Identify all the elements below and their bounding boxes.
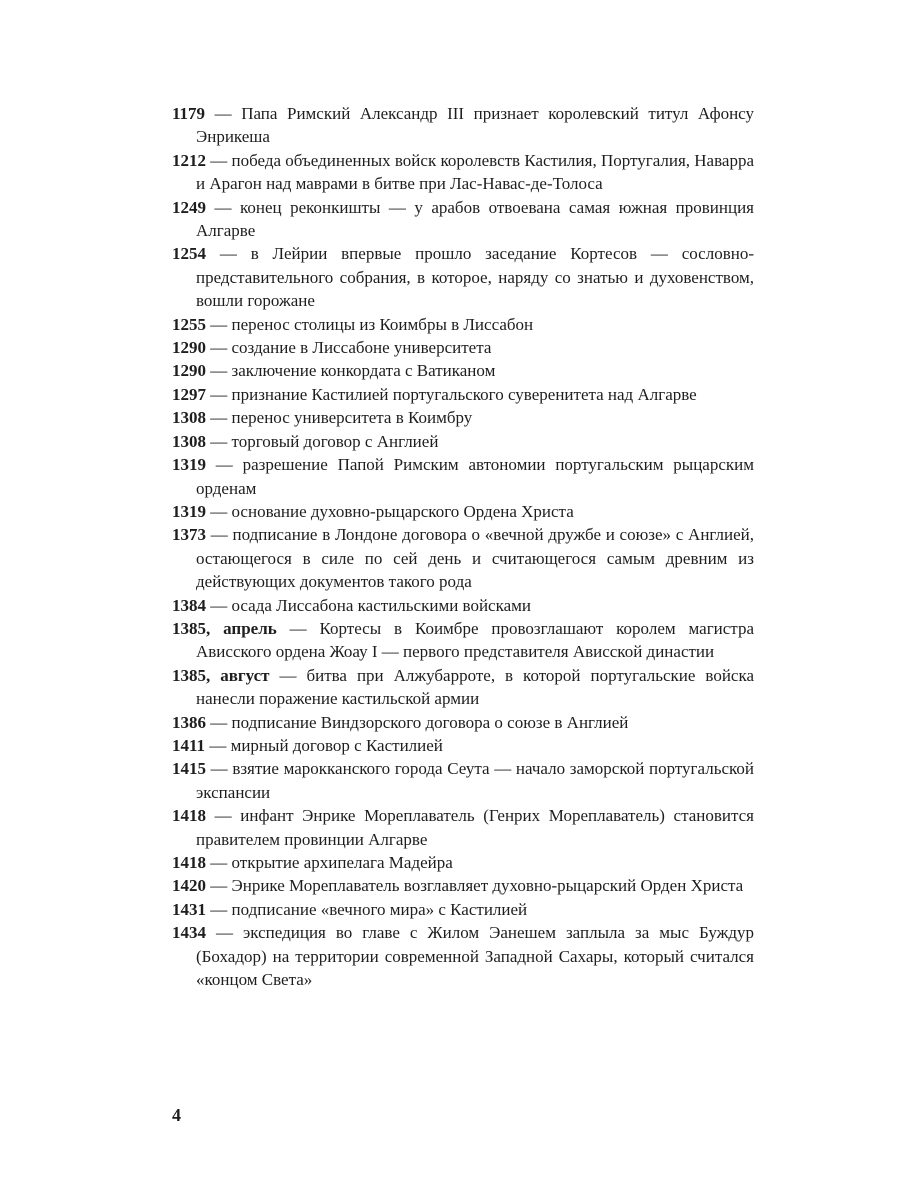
timeline-entry <box>172 898 754 921</box>
entry-separator: — <box>205 735 231 755</box>
entry-text: торговый договор с Англией <box>231 431 439 451</box>
entry-date: 1290 <box>172 338 206 358</box>
entry-text: заключение конкордата с Ватиканом <box>231 361 496 381</box>
entry-text: признание Кастилией португальского суверенитета над Алгарве <box>231 384 697 404</box>
timeline-entry <box>172 500 754 523</box>
entry-date: 1319 <box>172 455 206 475</box>
timeline-entry <box>172 196 754 243</box>
entry-separator: — <box>206 525 233 545</box>
entry-separator: — <box>206 712 232 732</box>
entry-date: 1411 <box>172 735 206 755</box>
timeline-entry <box>172 734 754 757</box>
entry-separator: — <box>206 876 232 896</box>
entry-separator: — <box>206 853 232 872</box>
timeline-entry <box>172 336 754 359</box>
timeline-entry <box>172 242 754 312</box>
entry-separator: — <box>205 104 242 123</box>
entry-date: 1420 <box>172 876 206 896</box>
entry-text: битва при Алжубарроте, в которой португальские войска нанесли поражение кастильской армии <box>196 665 755 709</box>
entry-separator: — <box>206 150 232 170</box>
entry-text: Кортесы в Коимбре провозглашают королем магистра Ависского ордена Жоау I — первого представителя Ависской династии <box>196 618 754 662</box>
entry-text: перенос столицы из Коимбры в Лиссабон <box>231 314 534 334</box>
entry-text: открытие архипелага Мадейра <box>231 853 453 872</box>
timeline-entry <box>172 406 754 429</box>
entry-date: 1418 <box>172 806 206 826</box>
entry-separator: — <box>206 361 232 381</box>
entry-date: 1255 <box>172 314 206 334</box>
timeline-entry <box>172 523 754 593</box>
entry-text: взятие марокканского города Сеута — начало заморской португальской экспансии <box>196 759 754 802</box>
entry-date: 1308 <box>172 431 206 451</box>
timeline-entry <box>172 102 754 149</box>
entry-separator: — <box>206 384 232 404</box>
entry-text: основание духовно-рыцарского Ордена Христа <box>231 501 574 521</box>
timeline-entry <box>172 617 754 664</box>
timeline-entry <box>172 430 754 453</box>
entry-separator: — <box>206 338 232 358</box>
entry-text: победа объединенных войск королевств Кастилия, Португалия, Наварра и Арагон над маврами в битве при Лас-Навас-де-Толоса <box>196 150 755 194</box>
entry-text: в Лейрии впервые прошло заседание Кортесов — сословно-представительного собрания, в которое, наряду со знатью и духовенством, вошли горожане <box>196 244 754 311</box>
entry-text: перенос университета в Коимбру <box>231 408 473 428</box>
entry-text: Энрике Мореплаватель возглавляет духовно-рыцарский Орден Христа <box>231 876 744 896</box>
entry-separator: — <box>269 665 307 685</box>
timeline-entry <box>172 804 754 851</box>
entry-text: конец реконкишты — у арабов отвоевана самая южная провинция Алгарве <box>196 197 754 241</box>
entry-date: 1254 <box>172 244 206 264</box>
entry-text: осада Лиссабона кастильскими войсками <box>231 595 532 615</box>
entry-text: разрешение Папой Римским автономии португальским рыцарским орденам <box>196 455 754 498</box>
entry-separator: — <box>206 899 232 919</box>
entry-separator: — <box>206 455 243 475</box>
entry-separator: — <box>206 314 232 334</box>
entry-separator: — <box>206 197 240 217</box>
entry-text: подписание «вечного мира» с Кастилией <box>231 899 528 919</box>
entry-text: инфант Энрике Мореплаватель (Генрих Мореплаватель) становится правителем провинции Алгарве <box>196 806 754 849</box>
entry-separator: — <box>206 595 232 615</box>
entry-date: 1179 <box>172 104 206 123</box>
entry-separator: — <box>206 431 232 451</box>
entry-text: мирный договор с Кастилией <box>230 735 443 755</box>
timeline-entry <box>172 874 754 897</box>
entry-text: экспедиция во главе с Жилом Эанешем заплыла за мыс Буждур (Бохадор) на территории современной Западной Сахары, который считался «концом Света» <box>196 923 755 990</box>
entry-date: 1249 <box>172 197 206 217</box>
timeline-entry <box>172 757 754 804</box>
entry-date: 1212 <box>172 150 206 170</box>
entry-date: 1384 <box>172 595 206 615</box>
entry-text: подписание Виндзорского договора о союзе в Англией <box>231 712 629 732</box>
entry-date: 1431 <box>172 899 206 919</box>
entry-date: 1373 <box>172 525 206 545</box>
entry-separator: — <box>206 244 251 264</box>
page-number: 4 <box>172 1105 181 1125</box>
timeline-entry <box>172 383 754 406</box>
entry-separator: — <box>206 806 241 826</box>
entry-text: создание в Лиссабоне университета <box>231 338 492 358</box>
timeline-entry <box>172 851 754 874</box>
timeline-entry <box>172 149 754 196</box>
entry-text: Папа Римский Александр III признает королевский титул Афонсу Энрикеша <box>196 104 754 147</box>
entry-date: 1319 <box>172 501 206 521</box>
entry-date: 1434 <box>172 923 206 943</box>
timeline-entry <box>172 594 754 617</box>
entry-date: 1297 <box>172 384 206 404</box>
entry-date: 1415 <box>172 759 206 779</box>
entry-date: 1418 <box>172 853 206 872</box>
timeline-entry <box>172 921 754 991</box>
timeline-list <box>172 102 754 991</box>
entry-date: 1385, август <box>172 665 270 685</box>
entry-date: 1386 <box>172 712 206 732</box>
entry-date: 1290 <box>172 361 206 381</box>
entry-separator: — <box>206 501 232 521</box>
timeline-entry <box>172 664 754 711</box>
timeline-entry <box>172 711 754 734</box>
entry-separator: — <box>206 923 243 943</box>
timeline-entry <box>172 313 754 336</box>
entry-separator: — <box>276 618 320 638</box>
entry-date: 1308 <box>172 408 206 428</box>
entry-separator: — <box>206 759 233 779</box>
entry-text: подписание в Лондоне договора о «вечной дружбе и союзе» с Англией, остающегося в силе по сей день и считающегося самым древним из действующих документов такого рода <box>196 525 755 592</box>
entry-separator: — <box>206 408 232 428</box>
timeline-entry <box>172 359 754 382</box>
entry-date: 1385, апрель <box>172 618 277 638</box>
timeline-entry <box>172 453 754 500</box>
